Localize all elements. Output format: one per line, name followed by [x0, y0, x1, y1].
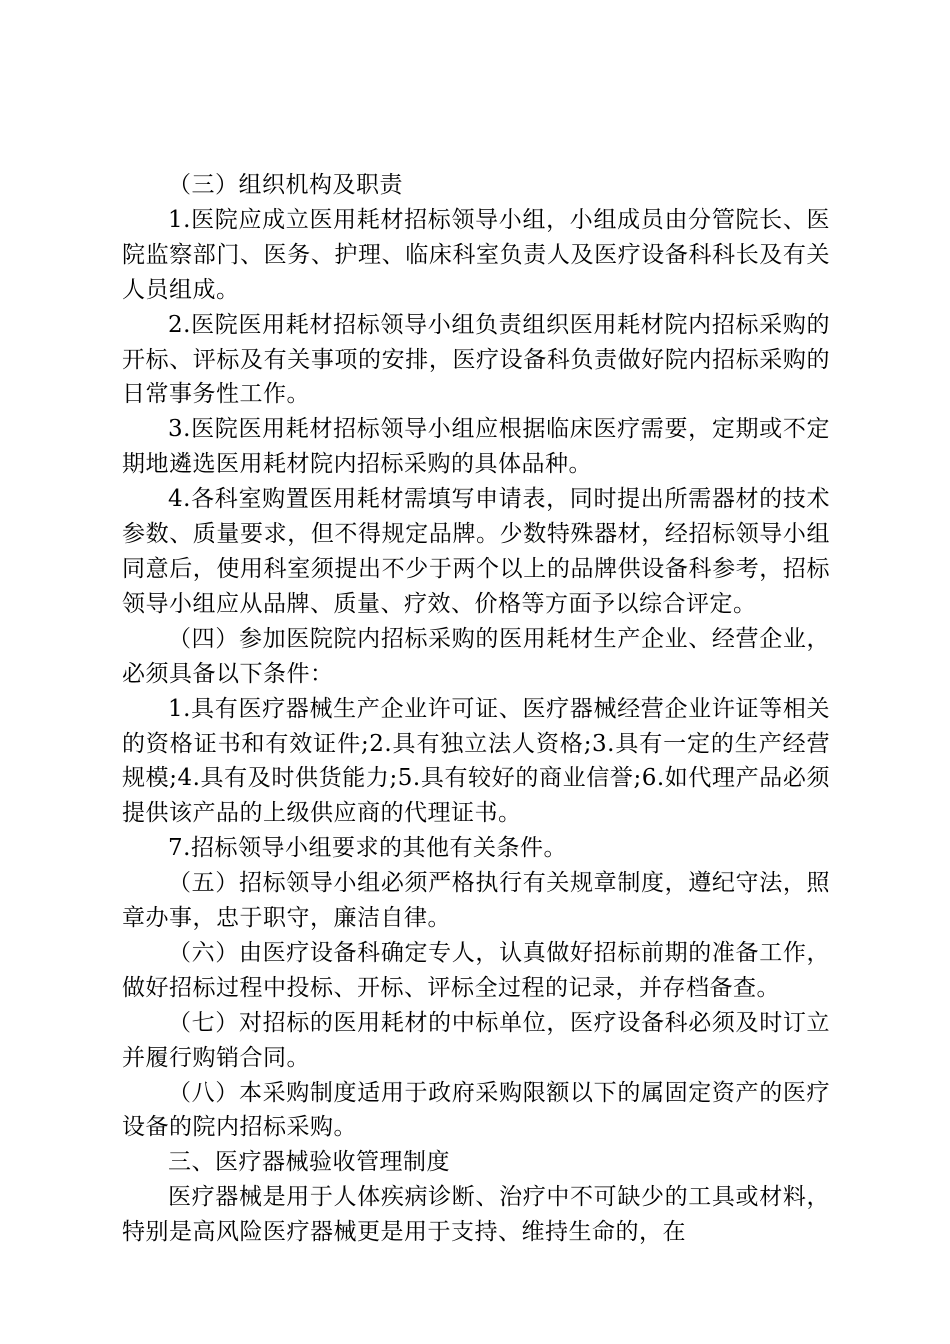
section-eight: （八）本采购制度适用于政府采购限额以下的属固定资产的医疗设备的院内招标采购。	[122, 1079, 830, 1141]
paragraph-item-2: 2.医院医用耗材招标领导小组负责组织医用耗材院内招标采购的开标、评标及有关事项的安排，医疗设备科负责做好院内招标采购的日常事务性工作。	[122, 311, 830, 408]
paragraph-acceptance-intro: 医疗器械是用于人体疾病诊断、治疗中不可缺少的工具或材料，特别是高风险医疗器械更是用于支持、维持生命的，在	[122, 1184, 830, 1246]
section-five: （五）招标领导小组必须严格执行有关规章制度，遵纪守法，照章办事，忠于职守，廉洁自律。	[122, 870, 830, 932]
document-page	[122, 168, 830, 1250]
chapter-heading-acceptance: 三、医疗器械验收管理制度	[168, 1149, 450, 1176]
section-heading-organization: （三）组织机构及职责	[168, 172, 403, 198]
paragraph-item-1: 1.医院应成立医用耗材招标领导小组，小组成员由分管院长、医院监察部门、医务、护理、临床科室负责人及医疗设备科科长及有关人员组成。	[122, 206, 830, 303]
section-heading-conditions: （四）参加医院院内招标采购的医用耗材生产企业、经营企业，必须具备以下条件：	[122, 625, 830, 687]
paragraph-conditions-list: 1.具有医疗器械生产企业许可证、医疗器械经营企业许证等相关的资格证书和有效证件;2.具有独立法人资格;3.具有一定的生产经营规模;4.具有及时供货能力;5.具有较好的商业信誉;6.如代理产品必须提供该产品的上级供应商的代理证书。	[122, 695, 830, 827]
paragraph-condition-7: 7.招标领导小组要求的其他有关条件。	[168, 835, 567, 862]
paragraph-item-3: 3.医院医用耗材招标领导小组应根据临床医疗需要，定期或不定期地遴选医用耗材院内招标采购的具体品种。	[122, 416, 830, 478]
section-seven: （七）对招标的医用耗材的中标单位，医疗设备科必须及时订立并履行购销合同。	[122, 1009, 830, 1071]
paragraph-item-4: 4.各科室购置医用耗材需填写申请表，同时提出所需器材的技术参数、质量要求，但不得规定品牌。少数特殊器材，经招标领导小组同意后，使用科室须提出不少于两个以上的品牌供设备科参考，招标领导小组应从品牌、质量、疗效、价格等方面予以综合评定。	[122, 486, 830, 617]
section-six: （六）由医疗设备科确定专人，认真做好招标前期的准备工作，做好招标过程中投标、开标、评标全过程的记录，并存档备查。	[122, 939, 830, 1001]
